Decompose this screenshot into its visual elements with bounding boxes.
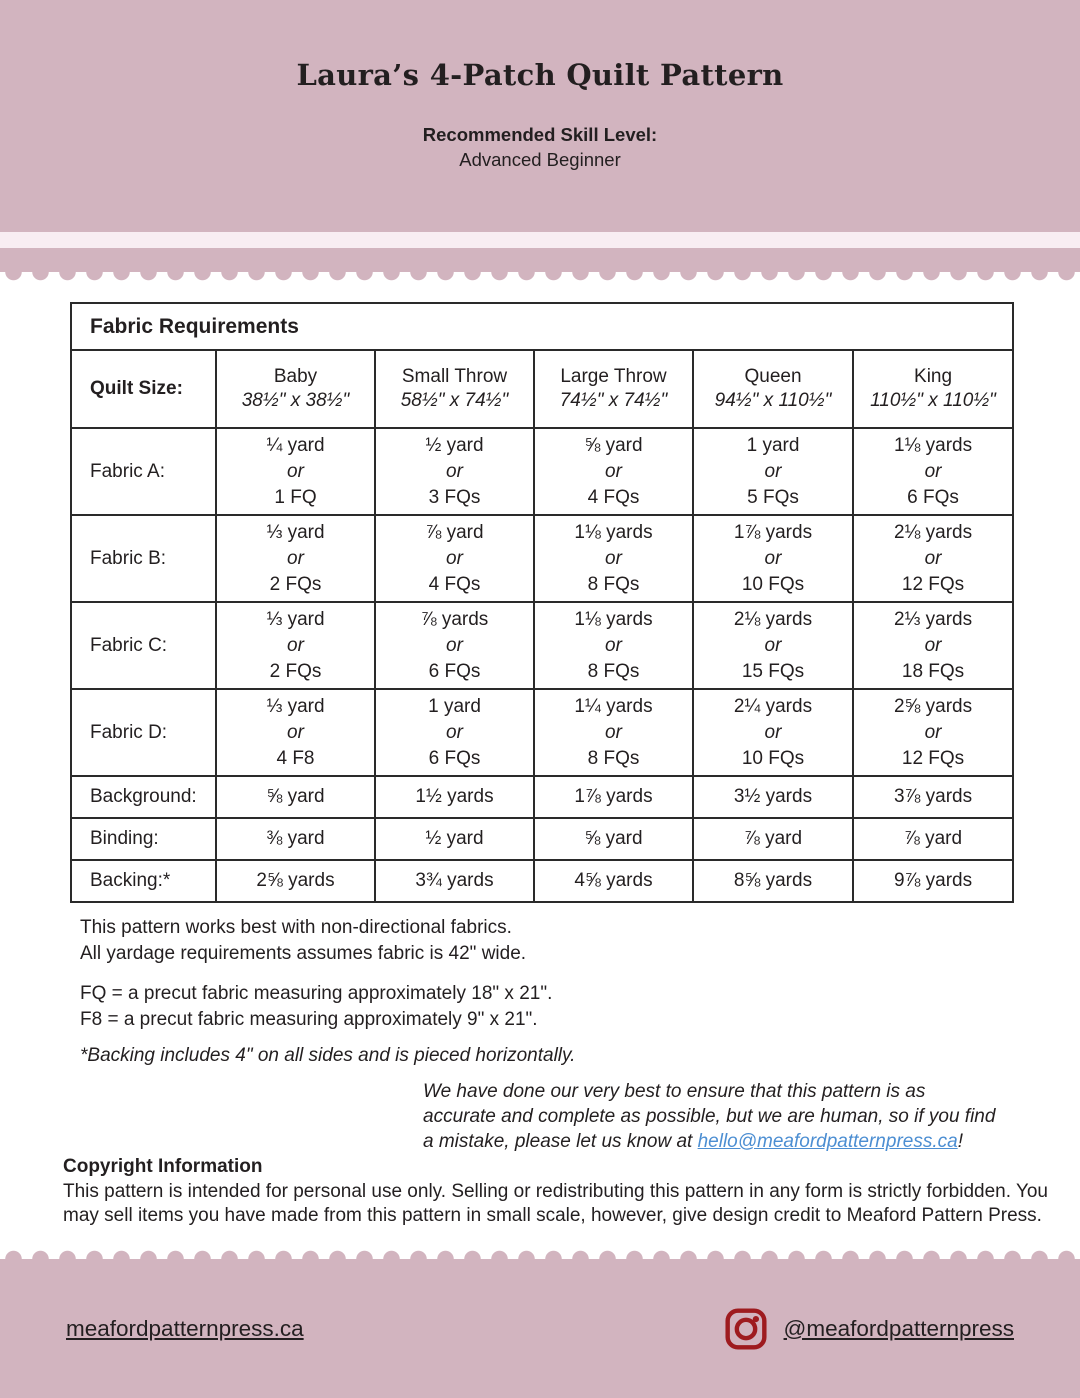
table-row: [71, 515, 1013, 602]
table-row: [71, 860, 1013, 902]
header-light-stripe: [0, 232, 1080, 248]
yardage-cell: ½ yard: [375, 818, 534, 860]
yardage-cell: 1⅞ yards or 10 FQs: [693, 515, 853, 602]
quilt-size-column-header: Small Throw 58½" x 74½": [375, 350, 534, 428]
backing-note: *Backing includes 4" on all sides and is pieced horizontally.: [80, 1045, 576, 1066]
yardage-cell: ⅓ yard or 2 FQs: [216, 602, 375, 689]
yardage-cell: 2⅛ yards or 15 FQs: [693, 602, 853, 689]
header-band: [0, 0, 1080, 232]
yardage-cell: ⅞ yard or 4 FQs: [375, 515, 534, 602]
table-row: [71, 776, 1013, 818]
row-label: Background:: [71, 776, 216, 818]
main-content: [0, 286, 1080, 1245]
instagram-block: [724, 1307, 1014, 1351]
yardage-cell: 1 yard or 6 FQs: [375, 689, 534, 776]
fabric-requirements-table: [70, 302, 1014, 903]
yardage-cell: ¼ yard or 1 FQ: [216, 428, 375, 515]
note-line: F8 = a precut fabric measuring approximately 9" x 21".: [80, 1009, 538, 1030]
yardage-cell: 8⅝ yards: [693, 860, 853, 902]
footer-scallop-edge: [0, 1245, 1080, 1259]
quilt-size-column-header: King 110½" x 110½": [853, 350, 1013, 428]
row-label: Backing:*: [71, 860, 216, 902]
yardage-cell: 2¼ yards or 10 FQs: [693, 689, 853, 776]
copyright-heading: Copyright Information: [63, 1156, 263, 1177]
quilt-size-column-header: Large Throw 74½" x 74½": [534, 350, 693, 428]
instagram-handle-link[interactable]: @meafordpatternpress: [783, 1315, 1014, 1341]
yardage-cell: 1½ yards: [375, 776, 534, 818]
header-scallop-edge: [0, 272, 1080, 286]
quilt-size-column-header: Baby 38½" x 38½": [216, 350, 375, 428]
page-title: Laura’s 4-Patch Quilt Pattern: [296, 58, 784, 92]
quilt-size-label: Quilt Size:: [71, 350, 216, 428]
yardage-cell: ½ yard or 3 FQs: [375, 428, 534, 515]
website-link[interactable]: meafordpatternpress.ca: [66, 1315, 304, 1341]
table-row: [71, 428, 1013, 515]
yardage-cell: ⅞ yard: [693, 818, 853, 860]
precut-notes: [0, 981, 1080, 1033]
quilt-size-column-header: Queen 94½" x 110½": [693, 350, 853, 428]
yardage-cell: 1 yard or 5 FQs: [693, 428, 853, 515]
note-line: FQ = a precut fabric measuring approximately 18" x 21".: [80, 983, 553, 1004]
table-title: Fabric Requirements: [71, 303, 1013, 350]
yardage-cell: 3⅞ yards: [853, 776, 1013, 818]
yardage-cell: ⅓ yard or 2 FQs: [216, 515, 375, 602]
row-label: Fabric C:: [71, 602, 216, 689]
row-label: Binding:: [71, 818, 216, 860]
general-notes: [0, 915, 1080, 967]
disclaimer-text: We have done our very best to ensure that this pattern is as accurate and complete as possible, but we are human, so if you find a mistake, please let us know at: [423, 1081, 996, 1152]
note-line: All yardage requirements assumes fabric is 42" wide.: [80, 943, 527, 964]
yardage-cell: 4⅝ yards: [534, 860, 693, 902]
yardage-cell: 1⅛ yards or 6 FQs: [853, 428, 1013, 515]
yardage-cell: ⅝ yard: [216, 776, 375, 818]
email-link[interactable]: hello@meafordpatternpress.ca: [697, 1131, 958, 1152]
yardage-cell: 1⅛ yards or 8 FQs: [534, 602, 693, 689]
note-line: This pattern works best with non-directional fabrics.: [80, 917, 512, 938]
yardage-cell: 3¾ yards: [375, 860, 534, 902]
table-row: [71, 818, 1013, 860]
yardage-cell: ⅝ yard or 4 FQs: [534, 428, 693, 515]
header-lower-band: [0, 248, 1080, 272]
yardage-cell: 2⅛ yards or 12 FQs: [853, 515, 1013, 602]
skill-level-label: Recommended Skill Level:: [422, 124, 658, 145]
row-label: Fabric A:: [71, 428, 216, 515]
skill-level-value: Advanced Beginner: [459, 149, 621, 170]
yardage-cell: ⅜ yard: [216, 818, 375, 860]
copyright-section: [0, 1156, 1080, 1227]
table-row: [71, 602, 1013, 689]
yardage-cell: ⅞ yard: [853, 818, 1013, 860]
yardage-cell: 1⅞ yards: [534, 776, 693, 818]
yardage-cell: 9⅞ yards: [853, 860, 1013, 902]
yardage-cell: ⅓ yard or 4 F8: [216, 689, 375, 776]
yardage-cell: 2⅓ yards or 18 FQs: [853, 602, 1013, 689]
instagram-icon[interactable]: [724, 1307, 768, 1351]
quilt-size-header-row: [71, 350, 1013, 428]
footer-band: [0, 1259, 1080, 1398]
accuracy-disclaimer: [423, 1079, 1001, 1154]
yardage-cell: 2⅝ yards: [216, 860, 375, 902]
yardage-cell: ⅝ yard: [534, 818, 693, 860]
yardage-cell: 3½ yards: [693, 776, 853, 818]
row-label: Fabric B:: [71, 515, 216, 602]
disclaimer-text-end: !: [957, 1131, 963, 1152]
row-label: Fabric D:: [71, 689, 216, 776]
yardage-cell: 1⅛ yards or 8 FQs: [534, 515, 693, 602]
yardage-cell: 1¼ yards or 8 FQs: [534, 689, 693, 776]
yardage-cell: 2⅝ yards or 12 FQs: [853, 689, 1013, 776]
copyright-body: This pattern is intended for personal use only. Selling or redistributing this pattern in any form is strictly forbidden. You may sell items you have made from this pattern in small scale, however, give design credit to Meaford Pattern Press.: [63, 1181, 1049, 1226]
table-row: [71, 689, 1013, 776]
yardage-cell: ⅞ yards or 6 FQs: [375, 602, 534, 689]
